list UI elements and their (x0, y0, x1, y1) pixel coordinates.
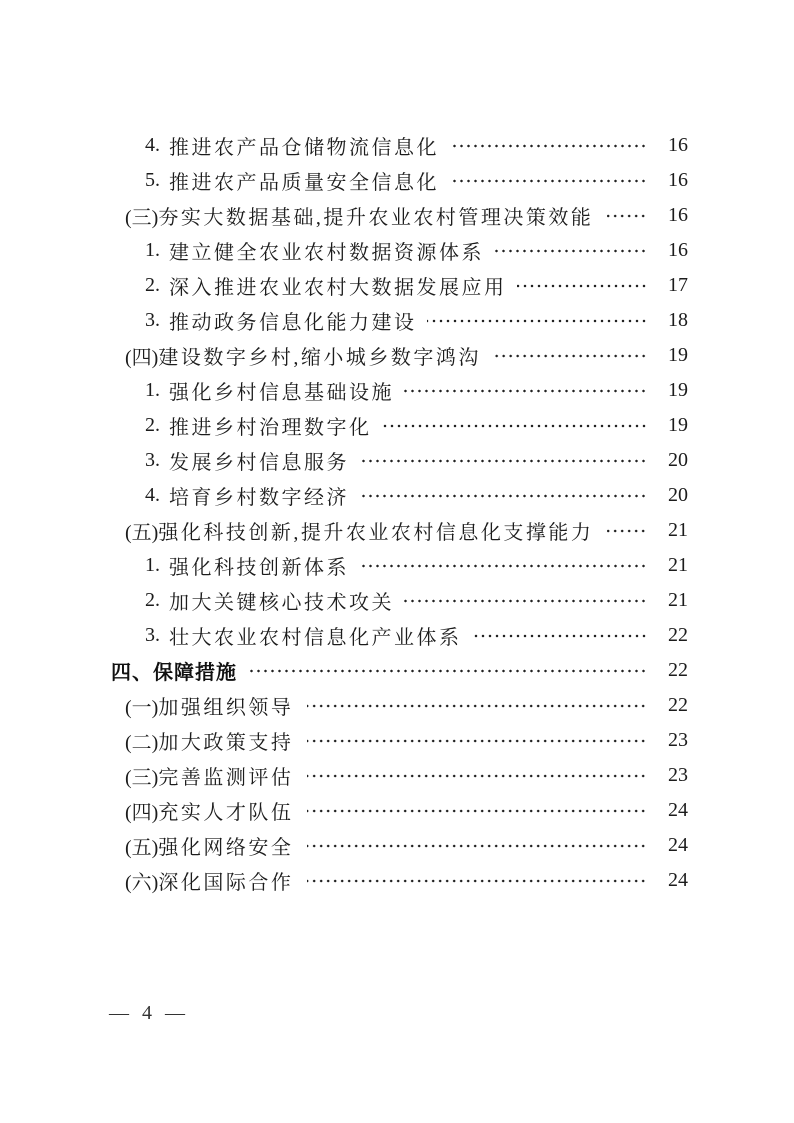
toc-entry-prefix: (四) (125, 802, 159, 824)
toc-entry-title: 深入推进农业农村大数据发展应用 (169, 277, 507, 299)
dot-leader (517, 284, 648, 288)
toc-entry-title: 强化科技创新,提升农业农村信息化支撑能力 (158, 522, 594, 544)
toc-entry-title: 建设数字乡村,缩小城乡数字鸿沟 (158, 347, 481, 369)
dot-leader (307, 844, 647, 848)
toc-entry-prefix: 四、 (111, 662, 153, 684)
toc-entry-page-number: 22 (668, 659, 688, 681)
toc-entry (0, 653, 794, 688)
toc-entry-page-number: 16 (668, 204, 688, 226)
dot-leader (307, 739, 647, 743)
toc-entry-title: 培育乡村数字经济 (169, 487, 349, 509)
toc-entry-prefix: 1. (145, 379, 160, 401)
toc-entry-title: 强化科技创新体系 (169, 557, 349, 579)
toc-entry (0, 233, 794, 268)
toc-entry (0, 688, 794, 723)
toc-entry-page-number: 23 (668, 764, 688, 786)
toc-entry-prefix: 2. (145, 589, 160, 611)
toc-entry (0, 268, 794, 303)
toc-entry (0, 583, 794, 618)
toc-entry (0, 723, 794, 758)
toc-entry-page-number: 22 (668, 694, 688, 716)
dot-leader (359, 459, 647, 463)
toc-entry-title: 充实人才队伍 (158, 802, 294, 824)
dot-leader (404, 599, 647, 603)
toc-entry-prefix: 4. (145, 134, 160, 156)
toc-entry-prefix: (五) (125, 837, 159, 859)
toc-entry-prefix: 1. (145, 554, 160, 576)
toc-entry-title: 推进乡村治理数字化 (169, 417, 372, 439)
toc-entry (0, 548, 794, 583)
toc-entry-page-number: 16 (668, 169, 688, 191)
toc-entry-title: 建立健全农业农村数据资源体系 (169, 242, 484, 264)
toc-entry-page-number: 16 (668, 134, 688, 156)
toc-entry-prefix: (六) (125, 872, 159, 894)
toc-entry (0, 303, 794, 338)
toc-entry (0, 408, 794, 443)
toc-entry-page-number: 24 (668, 799, 688, 821)
toc-entry (0, 828, 794, 863)
toc-entry-prefix: (四) (125, 347, 159, 369)
toc-entry-page-number: 21 (668, 519, 688, 541)
dot-leader (307, 809, 647, 813)
dot-leader (307, 879, 647, 883)
dot-leader (427, 319, 648, 323)
toc-entry-prefix: 3. (145, 309, 160, 331)
table-of-contents (0, 128, 794, 898)
dot-leader (495, 354, 647, 358)
toc-entry-title: 加大关键核心技术攻关 (169, 592, 394, 614)
toc-entry-page-number: 16 (668, 239, 688, 261)
toc-entry-page-number: 23 (668, 729, 688, 751)
dot-leader (494, 249, 647, 253)
toc-entry-prefix: (二) (125, 732, 159, 754)
toc-entry (0, 513, 794, 548)
toc-entry-title: 壮大农业农村信息化产业体系 (169, 627, 462, 649)
toc-entry-page-number: 24 (668, 869, 688, 891)
toc-entry-title: 强化乡村信息基础设施 (169, 382, 394, 404)
toc-entry-prefix: (三) (125, 767, 159, 789)
toc-entry-page-number: 21 (668, 554, 688, 576)
toc-entry-page-number: 20 (668, 449, 688, 471)
toc-entry-prefix: 1. (145, 239, 160, 261)
toc-entry-page-number: 19 (668, 379, 688, 401)
toc-entry-title: 加大政策支持 (158, 732, 294, 754)
dot-leader (449, 179, 647, 183)
toc-entry (0, 443, 794, 478)
toc-entry-title: 发展乡村信息服务 (169, 452, 349, 474)
dot-leader (359, 564, 647, 568)
toc-entry-prefix: 4. (145, 484, 160, 506)
toc-entry-page-number: 21 (668, 589, 688, 611)
toc-entry-title: 推动政务信息化能力建设 (169, 312, 417, 334)
toc-entry-page-number: 17 (668, 274, 688, 296)
toc-entry-page-number: 20 (668, 484, 688, 506)
dot-leader (247, 669, 647, 673)
dot-leader (359, 494, 647, 498)
toc-entry-prefix: 5. (145, 169, 160, 191)
toc-entry-page-number: 19 (668, 344, 688, 366)
toc-entry-page-number: 22 (668, 624, 688, 646)
toc-entry (0, 128, 794, 163)
toc-entry-prefix: 3. (145, 449, 160, 471)
page-number-footer: — 4 — (109, 1002, 189, 1024)
toc-entry-prefix: (一) (125, 697, 159, 719)
toc-entry-title: 保障措施 (153, 662, 237, 684)
toc-entry-page-number: 18 (668, 309, 688, 331)
dot-leader (404, 389, 647, 393)
toc-entry-prefix: (三) (125, 207, 159, 229)
toc-entry-prefix: 3. (145, 624, 160, 646)
toc-entry (0, 163, 794, 198)
toc-entry-prefix: (五) (125, 522, 159, 544)
toc-entry-title: 加强组织领导 (158, 697, 294, 719)
toc-entry-title: 强化网络安全 (158, 837, 294, 859)
toc-entry (0, 198, 794, 233)
toc-entry-prefix: 2. (145, 414, 160, 436)
dot-leader (607, 529, 647, 533)
dot-leader (449, 144, 647, 148)
toc-entry-title: 深化国际合作 (158, 872, 294, 894)
toc-entry-title: 完善监测评估 (158, 767, 294, 789)
dot-leader (307, 704, 647, 708)
toc-entry (0, 373, 794, 408)
toc-entry-page-number: 24 (668, 834, 688, 856)
toc-entry (0, 863, 794, 898)
toc-entry (0, 478, 794, 513)
toc-entry (0, 338, 794, 373)
toc-entry-title: 夯实大数据基础,提升农业农村管理决策效能 (158, 207, 594, 229)
toc-entry-prefix: 2. (145, 274, 160, 296)
toc-entry (0, 618, 794, 653)
dot-leader (607, 214, 647, 218)
toc-entry-page-number: 19 (668, 414, 688, 436)
dot-leader (307, 774, 647, 778)
toc-entry-title: 推进农产品仓储物流信息化 (169, 137, 439, 159)
dot-leader (472, 634, 648, 638)
toc-entry (0, 793, 794, 828)
toc-entry-title: 推进农产品质量安全信息化 (169, 172, 439, 194)
dot-leader (382, 424, 648, 428)
toc-entry (0, 758, 794, 793)
